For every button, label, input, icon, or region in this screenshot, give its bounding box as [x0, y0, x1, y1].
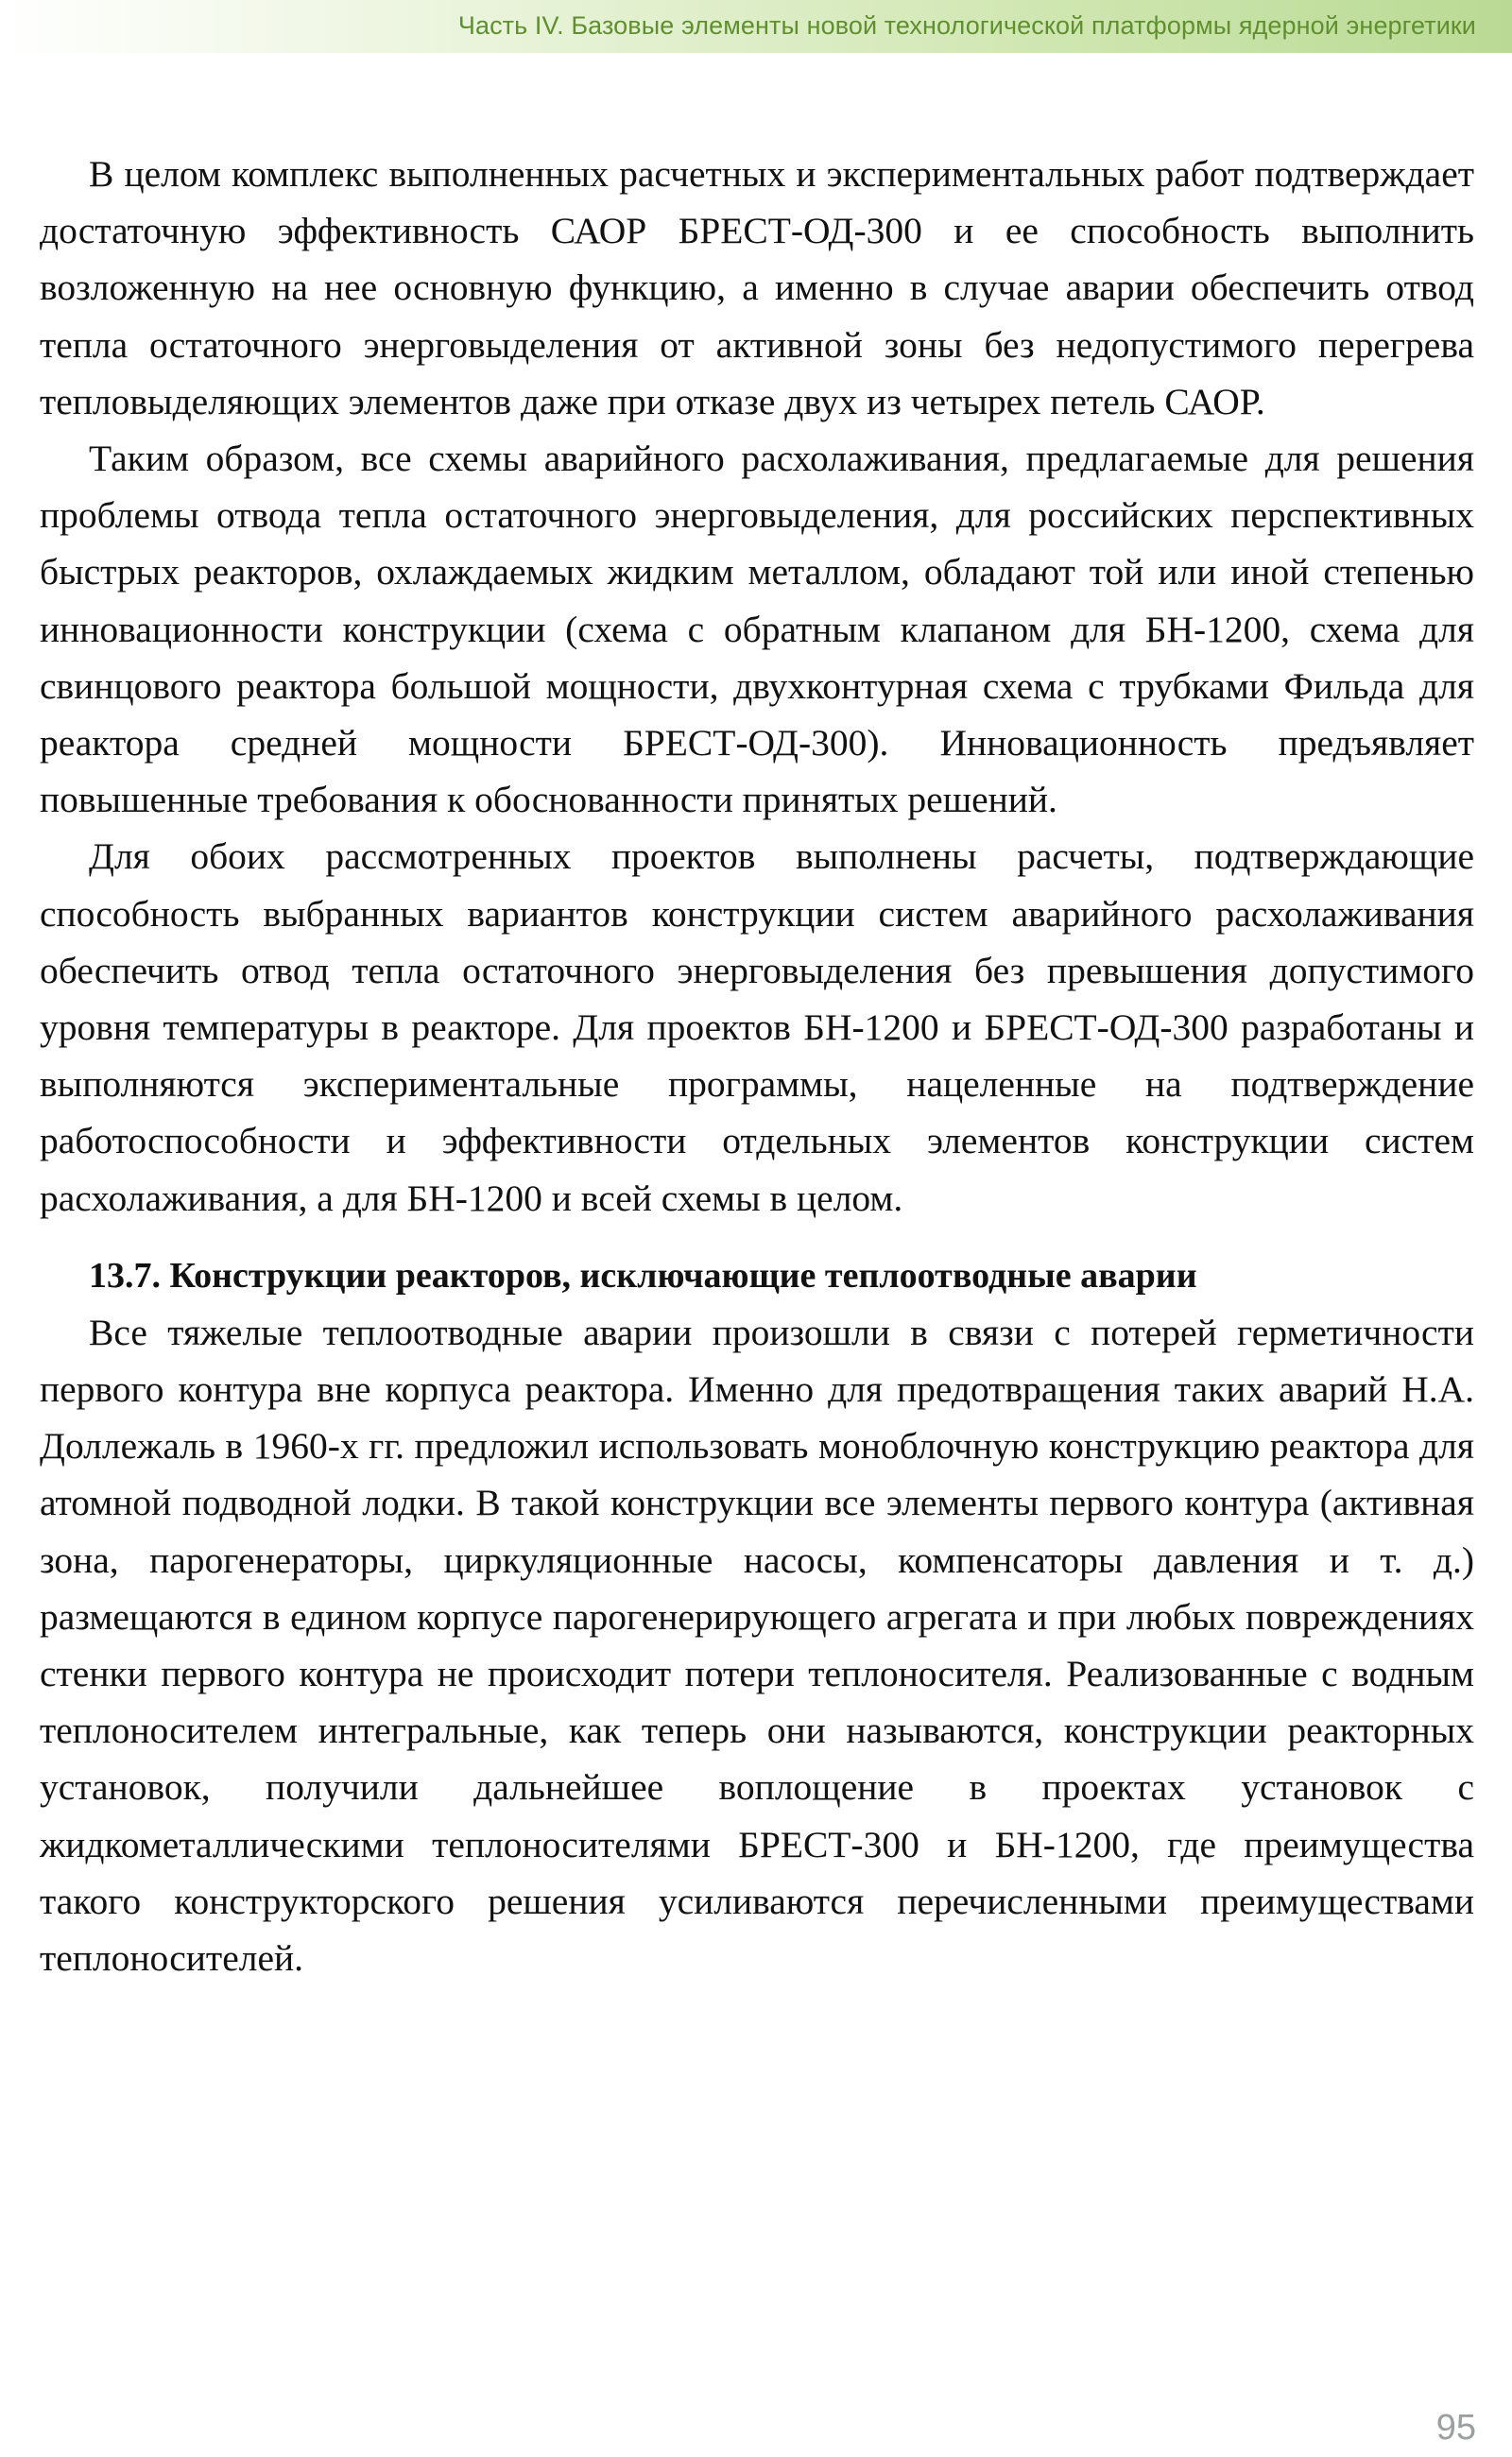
paragraph: Таким образом, все схемы аварийного расхолаживания, предлагаемые для решения проблемы отвода тепла остаточного энерговыделения, для российских перспективных быстрых реакторов, охлаждаемых жидким металлом, обладают той или иной степенью инновационности конструкции (схема с обратным клапаном для БН-1200, схема для свинцового реактора большой мощности, двухконтурная схема с трубками Фильда для реактора средней мощности БРЕСТ-ОД-300). Инновационность предъявляет повышенные требования к обоснованности принятых решений. — [40, 438, 1474, 821]
paragraph: В целом комплекс выполненных расчетных и экспериментальных работ подтверждает достаточную эффективность САОР БРЕСТ-ОД-300 и ее способность выполнить возложенную на нее основную функцию, а именно в случае аварии обеспечить отвод тепла остаточного энерговыделения от активной зоны без недопустимого перегрева тепловыделяющих элементов даже при отказе двух из четырех петель САОР. — [40, 153, 1474, 422]
page-body — [40, 146, 1474, 1986]
page-number: 95 — [1435, 2408, 1476, 2448]
paragraph: Все тяжелые теплоотводные аварии произошли в связи с потерей герметичности первого контура вне корпуса реактора. Именно для предотвращения таких аварий Н.А. Доллежаль в 1960-х гг. предложил использовать моноблочную конструкцию реактора для атомной подводной лодки. В такой конструкции все элементы первого контура (активная зона, парогенераторы, циркуляционные насосы, компенсаторы давления и т. д.) размещаются в едином корпусе парогенерирующего агрегата и при любых повреждениях стенки первого контура не происходит потери теплоносителя. Реализованные с водным теплоносителем интегральные, как теперь они называются, конструкции реакторных установок, получили дальнейшее воплощение в проектах установок с жидкометаллическими теплоносителями БРЕСТ-300 и БН-1200, где преимущества такого конструкторского решения усиливаются перечисленными преимуществами теплоносителей. — [40, 1311, 1474, 1980]
paragraph: Для обоих рассмотренных проектов выполнены расчеты, подтверждающие способность выбранных вариантов конструкции систем аварийного расхолаживания обеспечить отвод тепла остаточного энерговыделения без превышения допустимого уровня температуры в реакторе. Для проектов БН-1200 и БРЕСТ-ОД-300 разработаны и выполняются экспериментальные программы, нацеленные на подтверждение работоспособности и эффективности отдельных элементов конструкции систем расхолаживания, а для БН-1200 и всей схемы в целом. — [40, 835, 1474, 1219]
section-heading: 13.7. Конструкции реакторов, исключающие теплоотводные аварии — [89, 1255, 1197, 1296]
running-title: Часть IV. Базовые элементы новой технологической платформы ядерной энергетики — [457, 11, 1476, 40]
running-header — [0, 0, 1512, 53]
